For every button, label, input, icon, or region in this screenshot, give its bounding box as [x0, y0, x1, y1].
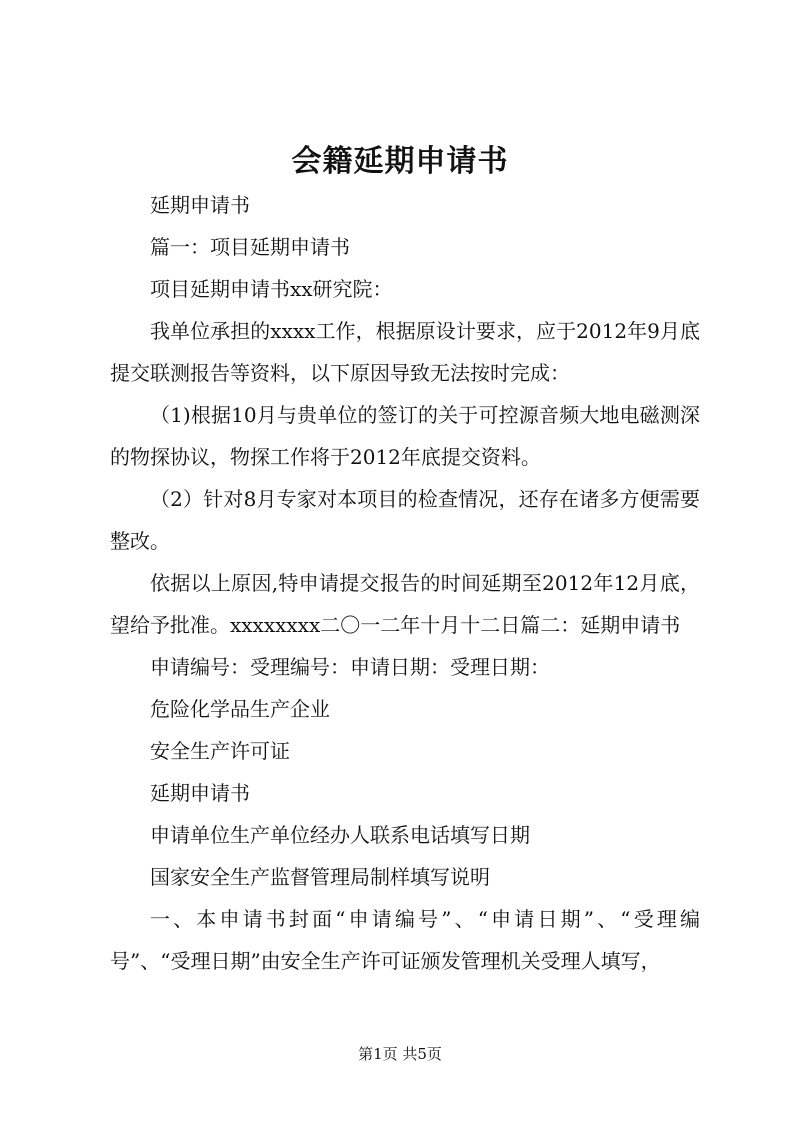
paragraph: 国家安全生产监督管理局制样填写说明 [150, 865, 490, 889]
page-number-footer: 第1页 共5页 [358, 1045, 442, 1063]
paragraph: 危险化学品生产企业 [150, 697, 330, 721]
paragraph: （1)根据10月与贵单位的签订的关于可控源音频大地电磁测深的物探协议，物探工作将于2012年底提交资料。 [110, 403, 700, 469]
document-body [110, 184, 700, 982]
paragraph: 依据以上原因,特申请提交报告的时间延期至2012年12月底，望给予批准。xxxxxxxx二〇一二年十月十二日篇二：延期申请书 [110, 571, 700, 637]
paragraph: 一、本申请书封面“申请编号”、“申请日期”、“受理编号”、“受理日期”由安全生产许可证颁发管理机关受理人填写， [110, 907, 700, 973]
paragraph: 篇一：项目延期申请书 [150, 235, 350, 259]
paragraph: 安全生产许可证 [150, 739, 290, 763]
document-title: 会籍延期申请书 [291, 144, 509, 179]
paragraph: 申请编号：受理编号：申请日期：受理日期： [150, 655, 550, 679]
paragraph: 项目延期申请书xx研究院： [150, 277, 393, 301]
paragraph: 延期申请书 [150, 193, 250, 217]
paragraph: 申请单位生产单位经办人联系电话填写日期 [150, 823, 530, 847]
paragraph: 我单位承担的xxxx工作，根据原设计要求，应于2012年9月底提交联测报告等资料，以下原因导致无法按时完成： [110, 319, 700, 385]
paragraph: （2）针对8月专家对本项目的检查情况，还存在诸多方便需要整改。 [110, 487, 700, 553]
paragraph: 延期申请书 [150, 781, 250, 805]
